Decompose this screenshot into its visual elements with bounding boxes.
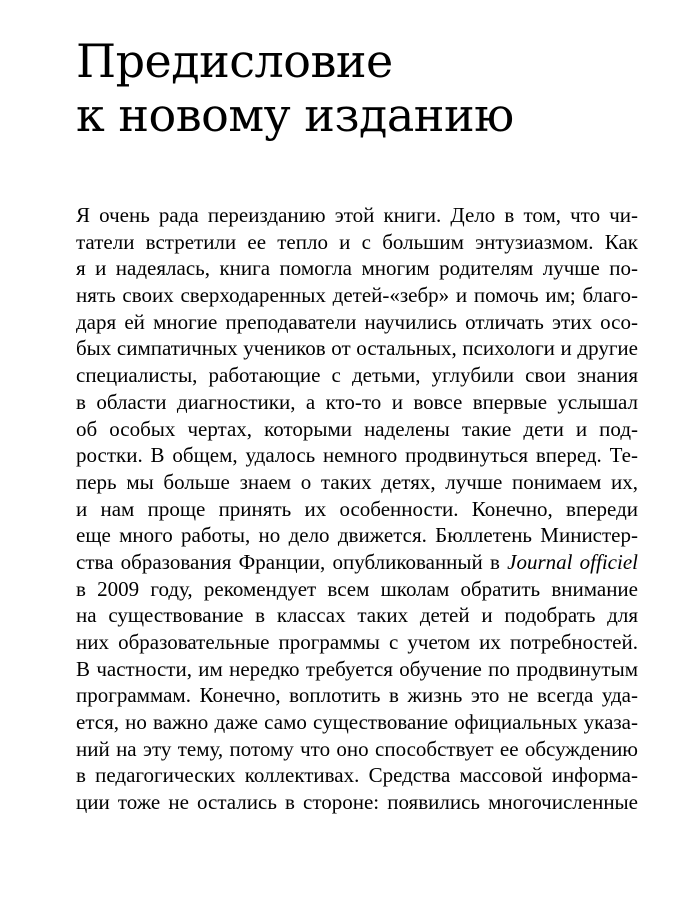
text-line: и нам проще принять их особенности. Конечно, впереди: [76, 496, 638, 521]
text-line: бых симпатичных учеников от остальных, психологи и другие: [76, 336, 638, 361]
journal-title-italic: Journal officiel: [507, 549, 638, 574]
title-line-1: Предисловие: [76, 34, 393, 88]
text-line: специалисты, работающие с детьми, углубили свои знания: [76, 363, 638, 388]
text-line: В частности, им нередко требуется обучение по продвинутым: [76, 656, 638, 681]
text-line: в 2009 году, рекомендует всем школам обратить внимание: [76, 576, 638, 601]
text-line: об особых чертах, которыми наделены такие дети и под-: [76, 416, 638, 441]
text-line: них образовательные программы с учетом их потребностей.: [76, 630, 638, 654]
text-line: программам. Конечно, воплотить в жизнь это не всегда уда-: [76, 683, 638, 708]
title-line-2: к новому изданию: [76, 88, 514, 142]
text-line-with-italic: [76, 549, 638, 576]
text-line: ний на эту тему, потому что оно способствует ее обсуждению: [76, 736, 638, 761]
text-line: на существование в классах таких детей и подобрать для: [76, 603, 638, 628]
text-line: татели встретили ее тепло и с большим энтузиазмом. Как: [76, 229, 638, 254]
text-line: перь мы больше знаем о таких детях, лучше понимаем их,: [76, 469, 638, 494]
text-line: я и надеялась, книга помогла многим родителям лучше по-: [76, 256, 638, 281]
text-line: ростки. В общем, удалось немного продвинуться вперед. Те-: [76, 443, 638, 468]
page-title: [76, 34, 514, 142]
body-text: [76, 202, 638, 816]
text-line: даря ей многие преподаватели научились отличать этих осо-: [76, 309, 638, 334]
text-line: в педагогических коллективах. Средства массовой информа-: [76, 763, 638, 788]
text-line: еще много работы, но дело движется. Бюллетень Министер-: [76, 523, 638, 548]
text-line: в области диагностики, а кто-то и вовсе впервые услышал: [76, 389, 638, 414]
text-segment: ства образования Франции, опубликованный в: [76, 549, 508, 574]
text-line: нять своих сверходаренных детей-«зебр» и помочь им; благо-: [76, 283, 638, 308]
text-line: ции тоже не остались в стороне: появились многочисленные: [76, 790, 638, 815]
text-line: Я очень рада переизданию этой книги. Дело в том, что чи-: [76, 203, 638, 227]
text-line: ется, но важно даже само существование официальных указа-: [76, 710, 638, 735]
